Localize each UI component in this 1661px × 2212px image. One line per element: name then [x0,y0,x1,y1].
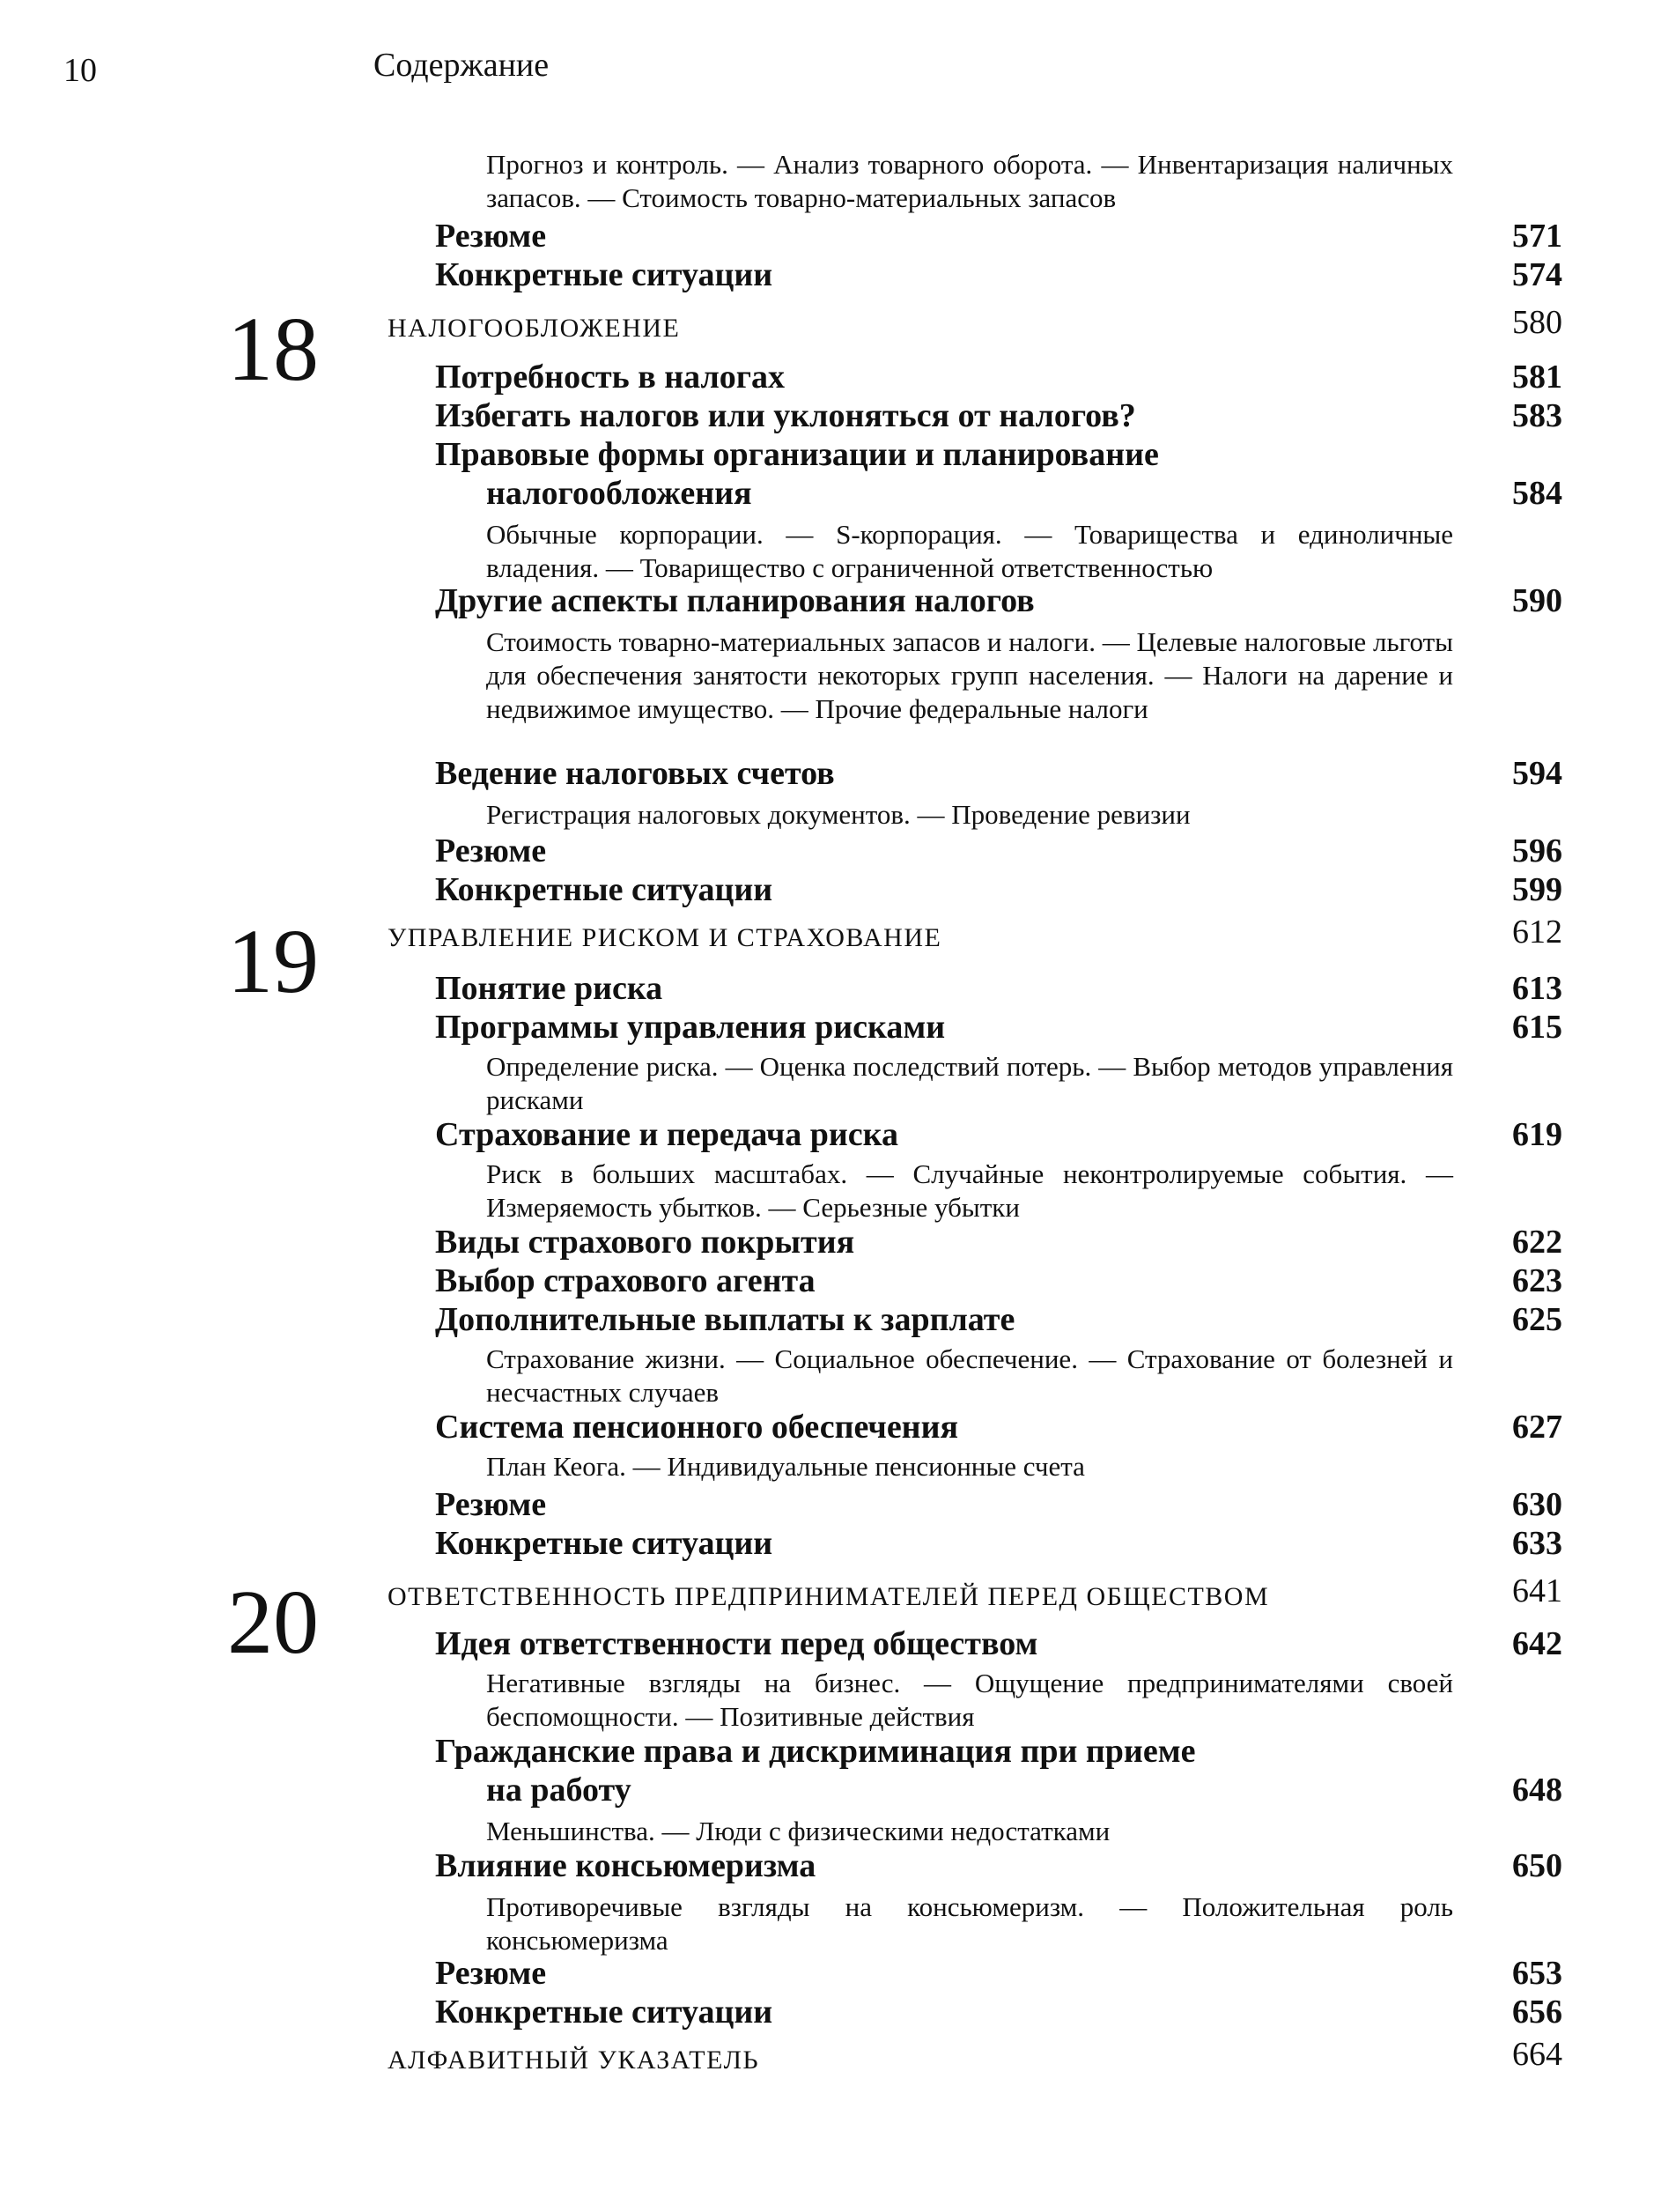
toc-subtopics: Меньшинства. — Люди с физическими недостатками [486,1816,1111,1846]
toc-entry-title: Резюме [435,832,547,869]
toc-entry[interactable] [435,1624,1562,1663]
toc-entry-page: 630 [1512,1486,1562,1523]
chapter-title-text: НАЛОГООБЛОЖЕНИЕ [388,314,681,343]
toc-entry-title: Конкретные ситуации [435,256,773,293]
toc-entry-title: Конкретные ситуации [435,871,773,908]
toc-entry-page: 648 [1512,1772,1562,1809]
toc-entry-page: 633 [1512,1525,1562,1562]
toc-entry[interactable] [435,1485,1562,1524]
toc-entry-title-continuation: на работу [486,1772,631,1809]
toc-subtopics: Стоимость товарно-материальных запасов и налоги. — Целевые налоговые льготы для обеспечения занятости некоторых групп населения. — Налоги на дарение и недвижимое имущество. — Прочие федеральные налоги [486,626,1453,724]
toc-entry-title: Конкретные ситуации [435,1994,773,2031]
toc-entry-title: Ведение налоговых счетов [435,755,835,792]
toc-entry[interactable] [435,358,1562,396]
toc-entry-title: Дополнительные выплаты к зарплате [435,1301,1015,1338]
toc-entry-title: Избегать налогов или уклоняться от налогов? [435,397,1136,434]
toc-entry[interactable] [435,1115,1562,1154]
toc-entry-title: Выбор страхового агента [435,1262,816,1299]
toc-subtopics: Регистрация налоговых документов. — Проведение ревизии [486,799,1191,830]
chapter-title-text: ОТВЕТСТВЕННОСТЬ ПРЕДПРИНИМАТЕЛЕЙ ПЕРЕД ОБЩЕСТВОМ [388,1582,1270,1611]
page-number: 10 [63,52,97,89]
chapter-title[interactable] [388,914,1562,953]
chapter-number: 20 [227,1572,319,1673]
index-entry[interactable] [388,2036,1562,2075]
toc-entry-title: Резюме [435,218,547,255]
toc-entry[interactable] [435,255,1562,294]
toc-entry[interactable] [435,1261,1562,1300]
toc-entry[interactable] [435,754,1562,793]
index-page: 664 [1512,2036,1562,2073]
chapter-page: 641 [1512,1572,1562,1609]
toc-entry-title: Конкретные ситуации [435,1525,773,1562]
running-title: Содержание [373,47,550,84]
toc-entry-page: 581 [1512,359,1562,396]
toc-entry[interactable] [435,1846,1562,1885]
chapter-page: 580 [1512,304,1562,341]
toc-subtopics: Риск в больших масштабах. — Случайные неконтролируемые события. — Измеряемость убытков. — Серьезные убытки [486,1158,1453,1223]
toc-subtopics: Страхование жизни. — Социальное обеспечение. — Страхование от болезней и несчастных случаев [486,1343,1453,1408]
toc-entry[interactable] [435,832,1562,870]
toc-entry[interactable] [435,396,1562,435]
toc-entry-page: 583 [1512,397,1562,434]
toc-entry-title: Виды страхового покрытия [435,1224,855,1261]
toc-entry[interactable] [435,1300,1562,1339]
toc-entry[interactable] [435,1954,1562,1993]
toc-entry[interactable] [435,217,1562,255]
chapter-number: 18 [227,299,319,400]
toc-entry-title: Правовые формы организации и планирование [435,436,1159,473]
toc-entry-title: Система пенсионного обеспечения [435,1409,959,1446]
toc-entry[interactable] [435,969,1562,1008]
toc-entry-title: Потребность в налогах [435,359,786,396]
toc-entry[interactable] [435,1993,1562,2031]
toc-entry-page: 642 [1512,1625,1562,1662]
toc-entry-title: Гражданские права и дискриминация при приеме [435,1733,1196,1770]
toc-entry-page: 574 [1512,256,1562,293]
toc-entry-page: 571 [1512,218,1562,255]
toc-entry-title: Понятие риска [435,970,663,1007]
toc-entry[interactable] [435,435,1562,513]
toc-entry-title: Резюме [435,1955,547,1992]
toc-entry-title-continuation: налогообложения [486,475,752,512]
toc-entry-title: Резюме [435,1486,547,1523]
chapter-title-text: УПРАВЛЕНИЕ РИСКОМ И СТРАХОВАНИЕ [388,923,942,952]
toc-entry-page: 653 [1512,1955,1562,1992]
toc-subtopics: Противоречивые взгляды на консьюмеризм. — Положительная роль консьюмеризма [486,1891,1453,1956]
toc-entry-title: Страхование и передача риска [435,1116,898,1153]
toc-entry-page: 615 [1512,1009,1562,1046]
toc-entry[interactable] [435,1223,1562,1261]
chapter-title[interactable] [388,1572,1562,1612]
toc-entry-title: Влияние консьюмеризма [435,1847,816,1884]
toc-entry-page: 596 [1512,832,1562,869]
toc-entry-page: 622 [1512,1224,1562,1261]
toc-entry[interactable] [435,1524,1562,1563]
chapter-page: 612 [1512,914,1562,951]
toc-subtopics: Определение риска. — Оценка последствий потерь. — Выбор методов управления рисками [486,1051,1453,1115]
toc-subtopics: Прогноз и контроль. — Анализ товарного оборота. — Инвентаризация наличных запасов. — Стоимость товарно-материальных запасов [486,149,1453,213]
toc-entry-page: 650 [1512,1847,1562,1884]
toc-entry-page: 590 [1512,582,1562,619]
toc-entry-page: 623 [1512,1262,1562,1299]
toc-entry-page: 656 [1512,1994,1562,2031]
toc-entry-page: 584 [1512,475,1562,512]
toc-subtopics: План Кеога. — Индивидуальные пенсионные счета [486,1451,1085,1482]
toc-entry-page: 613 [1512,970,1562,1007]
toc-entry[interactable] [435,581,1562,620]
toc-entry[interactable] [435,870,1562,909]
index-title: АЛФАВИТНЫЙ УКАЗАТЕЛЬ [388,2046,760,2075]
toc-entry-page: 599 [1512,871,1562,908]
toc-entry-page: 625 [1512,1301,1562,1338]
toc-entry-title: Программы управления рисками [435,1009,946,1046]
toc-entry-page: 627 [1512,1409,1562,1446]
toc-entry-page: 619 [1512,1116,1562,1153]
chapter-number: 19 [227,911,319,1012]
toc-entry[interactable] [435,1408,1562,1446]
toc-subtopics: Негативные взгляды на бизнес. — Ощущение предпринимателями своей беспомощности. — Позитивные действия [486,1668,1453,1732]
chapter-title[interactable] [388,304,1562,344]
toc-entry-title: Другие аспекты планирования налогов [435,582,1035,619]
toc-entry[interactable] [435,1732,1562,1809]
toc-entry-title: Идея ответственности перед обществом [435,1625,1038,1662]
toc-subtopics: Обычные корпорации. — S-корпорация. — Товарищества и единоличные владения. — Товарищество с ограниченной ответственностью [486,519,1453,583]
toc-entry[interactable] [435,1008,1562,1047]
toc-entry-page: 594 [1512,755,1562,792]
